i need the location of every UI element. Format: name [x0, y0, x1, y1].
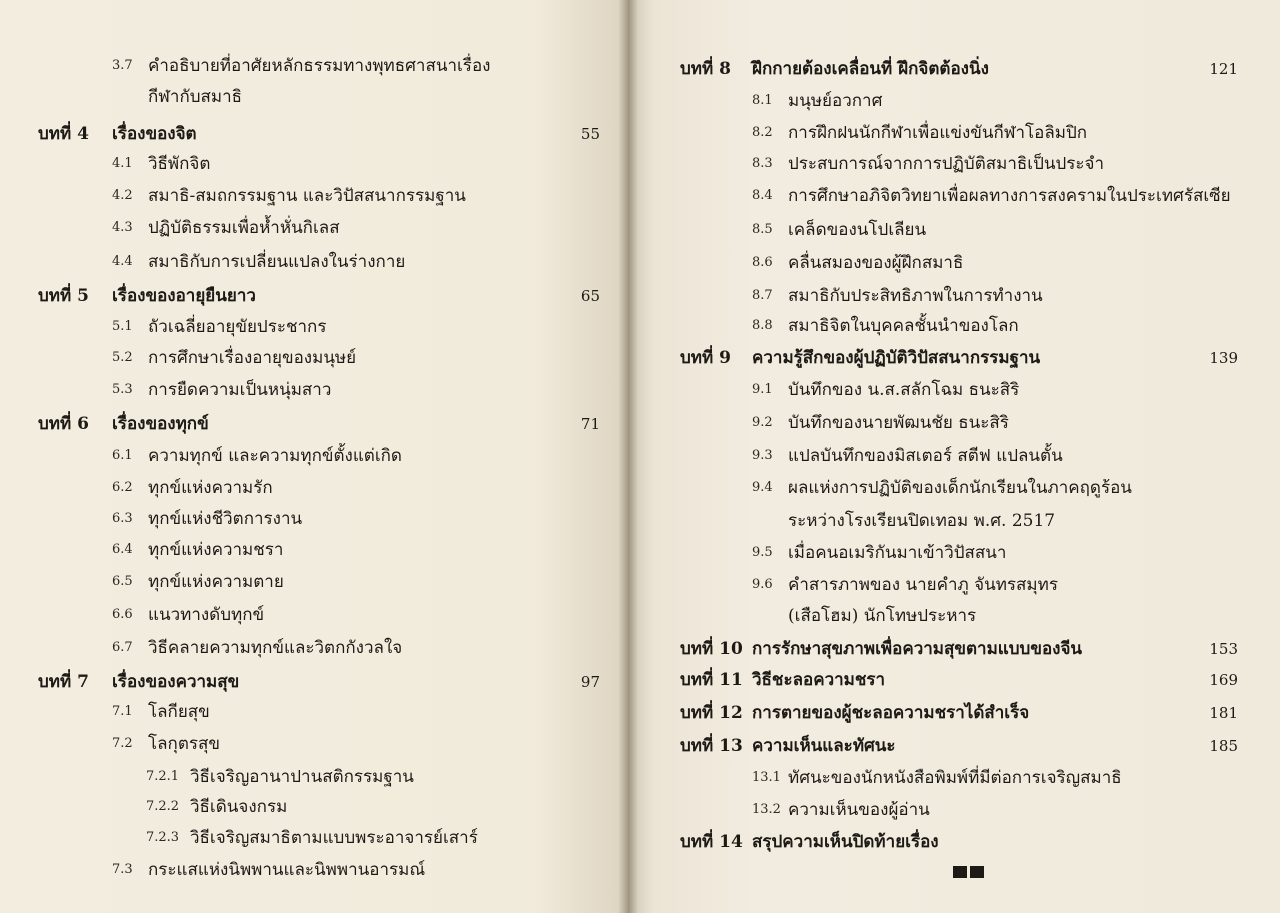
section-number: 5.2 — [112, 350, 133, 365]
section-number: 4.2 — [112, 188, 133, 203]
section-number: 8.3 — [752, 156, 773, 171]
toc-entry-row — [628, 182, 1280, 210]
toc-entry-row — [0, 52, 628, 80]
chapter-title: วิธีชะลอความชรา — [752, 670, 886, 690]
section-title: วิธีเจริญสมาธิตามแบบพระอาจารย์เสาร์ — [190, 828, 478, 848]
section-number: 4.1 — [112, 156, 133, 171]
toc-chapter-row — [628, 699, 1280, 727]
section-number: 5.3 — [112, 382, 133, 397]
toc-entry-row — [628, 796, 1280, 824]
section-number: 13.2 — [752, 802, 781, 817]
chapter-label: บทที่ 4 — [38, 124, 89, 144]
section-title: การยืดความเป็นหนุ่มสาว — [148, 380, 332, 400]
section-number: 6.1 — [112, 448, 133, 463]
section-number: 6.6 — [112, 607, 133, 622]
section-number: 7.2.1 — [146, 769, 180, 784]
section-number: 7.2 — [112, 736, 133, 751]
section-number: 8.5 — [752, 222, 773, 237]
chapter-title: ความรู้สึกของผู้ปฏิบัติวิปัสสนากรรมฐาน — [752, 348, 1041, 368]
section-title: ประสบการณ์จากการปฏิบัติสมาธิเป็นประจำ — [788, 154, 1105, 174]
chapter-label: บทที่ 11 — [680, 670, 743, 690]
section-number: 8.6 — [752, 255, 773, 270]
section-number: 13.1 — [752, 770, 781, 785]
section-title: ปฏิบัติธรรมเพื่อห้ำหั่นกิเลส — [148, 218, 340, 238]
chapter-label: บทที่ 9 — [680, 348, 731, 368]
section-number: 7.2.3 — [146, 830, 180, 845]
left-page — [0, 0, 628, 913]
toc-entry-row — [0, 474, 628, 502]
section-number: 8.2 — [752, 125, 773, 140]
section-number: 6.3 — [112, 511, 133, 526]
toc-entry-row — [628, 216, 1280, 244]
chapter-label: บทที่ 12 — [680, 703, 743, 723]
section-title: กีฬากับสมาธิ — [148, 87, 243, 107]
page-number: 181 — [1209, 704, 1238, 722]
section-number: 8.4 — [752, 188, 773, 203]
section-title: สมาธิกับประสิทธิภาพในการทำงาน — [788, 286, 1043, 306]
section-title: โลกุตรสุข — [148, 734, 221, 754]
section-title: ระหว่างโรงเรียนปิดเทอม พ.ศ. 2517 — [788, 511, 1056, 531]
section-title: แนวทางดับทุกข์ — [148, 605, 265, 625]
toc-entry-row — [628, 282, 1280, 310]
section-title: ทุกข์แห่งความรัก — [148, 478, 273, 498]
toc-entry-row — [0, 536, 628, 564]
toc-entry-row — [0, 634, 628, 662]
page-number: 169 — [1209, 671, 1238, 689]
toc-chapter-row — [0, 282, 628, 310]
toc-entry-row — [0, 568, 628, 596]
toc-entry-row — [0, 150, 628, 178]
chapter-label: บทที่ 6 — [38, 414, 89, 434]
page-number: 55 — [580, 125, 600, 143]
double-square-fleuron-icon — [953, 866, 984, 878]
section-title: การศึกษาเรื่องอายุของมนุษย์ — [148, 348, 357, 368]
toc-entry-row — [0, 376, 628, 404]
section-number: 6.4 — [112, 542, 133, 557]
section-title: ถัวเฉลี่ยอายุขัยประชากร — [148, 317, 327, 337]
chapter-label: บทที่ 5 — [38, 286, 89, 306]
section-title: เมื่อคนอเมริกันมาเข้าวิปัสสนา — [788, 543, 1007, 563]
section-number: 7.3 — [112, 862, 133, 877]
toc-entry-row — [0, 601, 628, 629]
section-number: 9.3 — [752, 448, 773, 463]
toc-entry-row — [628, 376, 1280, 404]
toc-chapter-row — [628, 635, 1280, 663]
toc-entry-row — [0, 763, 628, 791]
chapter-title: เรื่องของอายุยืนยาว — [112, 286, 256, 306]
chapter-label: บทที่ 8 — [680, 59, 731, 79]
section-title: สมาธิจิตในบุคคลชั้นนำของโลก — [788, 316, 1019, 336]
toc-entry-row — [0, 344, 628, 372]
page-number: 121 — [1209, 60, 1238, 78]
toc-entry-row — [628, 312, 1280, 340]
toc-entry-row — [0, 182, 628, 210]
section-title: ทุกข์แห่งชีวิตการงาน — [148, 509, 303, 529]
section-title: ผลแห่งการปฏิบัติของเด็กนักเรียนในภาคฤดูร้อน — [788, 478, 1132, 498]
toc-entry-row — [0, 824, 628, 852]
section-number: 9.6 — [752, 577, 773, 592]
toc-chapter-row — [628, 732, 1280, 760]
toc-entry-row — [628, 764, 1280, 792]
section-title: สมาธิกับการเปลี่ยนแปลงในร่างกาย — [148, 252, 406, 272]
section-number: 9.1 — [752, 382, 773, 397]
section-number: 9.4 — [752, 480, 773, 495]
chapter-label: บทที่ 13 — [680, 736, 743, 756]
section-title: กระแสแห่งนิพพานและนิพพานอารมณ์ — [148, 860, 426, 880]
chapter-label: บทที่ 14 — [680, 832, 743, 852]
chapter-title: เรื่องของจิต — [112, 124, 197, 144]
toc-entry-row — [628, 150, 1280, 178]
section-title: เคล็ดของนโปเลียน — [788, 220, 927, 240]
chapter-title: การตายของผู้ชะลอความชราได้สำเร็จ — [752, 703, 1030, 723]
section-title: (เสือโฮม) นักโทษประหาร — [788, 606, 977, 626]
page-number: 139 — [1209, 349, 1238, 367]
chapter-label: บทที่ 10 — [680, 639, 743, 659]
toc-entry-row — [628, 571, 1280, 599]
toc-chapter-row — [628, 344, 1280, 372]
page-number: 71 — [580, 415, 600, 433]
toc-entry-row — [0, 313, 628, 341]
toc-entry-row — [0, 83, 628, 111]
section-title: บันทึกของนายพัฒนชัย ธนะสิริ — [788, 413, 1009, 433]
section-title: ความเห็นของผู้อ่าน — [788, 800, 930, 820]
section-title: คำอธิบายที่อาศัยหลักธรรมทางพุทธศาสนาเรื่อง — [148, 56, 491, 76]
toc-entry-row — [628, 602, 1280, 630]
toc-chapter-row — [628, 828, 1280, 856]
toc-entry-row — [0, 698, 628, 726]
toc-entry-row — [628, 539, 1280, 567]
section-number: 6.5 — [112, 574, 133, 589]
toc-entry-row — [0, 793, 628, 821]
chapter-title: เรื่องของทุกข์ — [112, 414, 209, 434]
section-number: 4.4 — [112, 254, 133, 269]
section-number: 8.8 — [752, 318, 773, 333]
section-title: มนุษย์อวกาศ — [788, 91, 883, 111]
page-number: 97 — [580, 673, 600, 691]
page-number: 65 — [580, 287, 600, 305]
section-title: ทุกข์แห่งความตาย — [148, 572, 284, 592]
chapter-title: ฝึกกายต้องเคลื่อนที่ ฝึกจิตต้องนิ่ง — [752, 59, 989, 79]
toc-entry-row — [628, 507, 1280, 535]
section-title: สมาธิ-สมถกรรมฐาน และวิปัสสนากรรมฐาน — [148, 186, 466, 206]
chapter-title: เรื่องของความสุข — [112, 672, 240, 692]
toc-entry-row — [628, 474, 1280, 502]
toc-chapter-row — [628, 666, 1280, 694]
section-number: 6.7 — [112, 640, 133, 655]
section-title: คลื่นสมองของผู้ฝึกสมาธิ — [788, 253, 964, 273]
section-title: วิธีเดินจงกรม — [190, 797, 288, 817]
section-title: โลกียสุข — [148, 702, 210, 722]
chapter-title: สรุปความเห็นปิดท้ายเรื่อง — [752, 832, 939, 852]
toc-entry-row — [0, 505, 628, 533]
chapter-title: การรักษาสุขภาพเพื่อความสุขตามแบบของจีน — [752, 639, 1083, 659]
section-number: 5.1 — [112, 319, 133, 334]
toc-entry-row — [628, 119, 1280, 147]
section-title: การศึกษาอภิจิตวิทยาเพื่อผลทางการสงครามในประเทศรัสเซีย — [788, 186, 1231, 206]
toc-entry-row — [0, 442, 628, 470]
toc-entry-row — [0, 856, 628, 884]
section-title: วิธีพักจิต — [148, 154, 211, 174]
toc-entry-row — [628, 409, 1280, 437]
section-title: การฝึกฝนนักกีฬาเพื่อแข่งขันกีฬาโอลิมปิก — [788, 123, 1088, 143]
section-title: วิธีเจริญอานาปานสติกรรมฐาน — [190, 767, 414, 787]
section-number: 7.1 — [112, 704, 133, 719]
toc-entry-row — [0, 730, 628, 758]
section-title: ทัศนะของนักหนังสือพิมพ์ที่มีต่อการเจริญสมาธิ — [788, 768, 1122, 788]
section-title: คำสารภาพของ นายคำภู จันทรสมุทร — [788, 575, 1058, 595]
section-number: 7.2.2 — [146, 799, 180, 814]
section-number: 9.2 — [752, 415, 773, 430]
section-title: ความทุกข์ และความทุกข์ตั้งแต่เกิด — [148, 446, 402, 466]
toc-entry-row — [0, 214, 628, 242]
section-number: 3.7 — [112, 58, 133, 73]
toc-chapter-row — [628, 55, 1280, 83]
toc-chapter-row — [0, 410, 628, 438]
section-number: 8.7 — [752, 288, 773, 303]
right-page — [628, 0, 1280, 913]
page-number: 185 — [1209, 737, 1238, 755]
toc-entry-row — [628, 442, 1280, 470]
toc-chapter-row — [0, 668, 628, 696]
section-title: บันทึกของ น.ส.สลักโฉม ธนะสิริ — [788, 380, 1020, 400]
section-title: วิธีคลายความทุกข์และวิตกกังวลใจ — [148, 638, 403, 658]
section-number: 4.3 — [112, 220, 133, 235]
section-title: ทุกข์แห่งความชรา — [148, 540, 284, 560]
section-title: แปลบันทึกของมิสเตอร์ สตีฟ แปลนตั้น — [788, 446, 1063, 466]
section-number: 9.5 — [752, 545, 773, 560]
toc-entry-row — [628, 87, 1280, 115]
page-number: 153 — [1209, 640, 1238, 658]
section-number: 6.2 — [112, 480, 133, 495]
chapter-title: ความเห็นและทัศนะ — [752, 736, 896, 756]
toc-chapter-row — [0, 120, 628, 148]
toc-entry-row — [0, 248, 628, 276]
toc-entry-row — [628, 249, 1280, 277]
section-number: 8.1 — [752, 93, 773, 108]
chapter-label: บทที่ 7 — [38, 672, 89, 692]
